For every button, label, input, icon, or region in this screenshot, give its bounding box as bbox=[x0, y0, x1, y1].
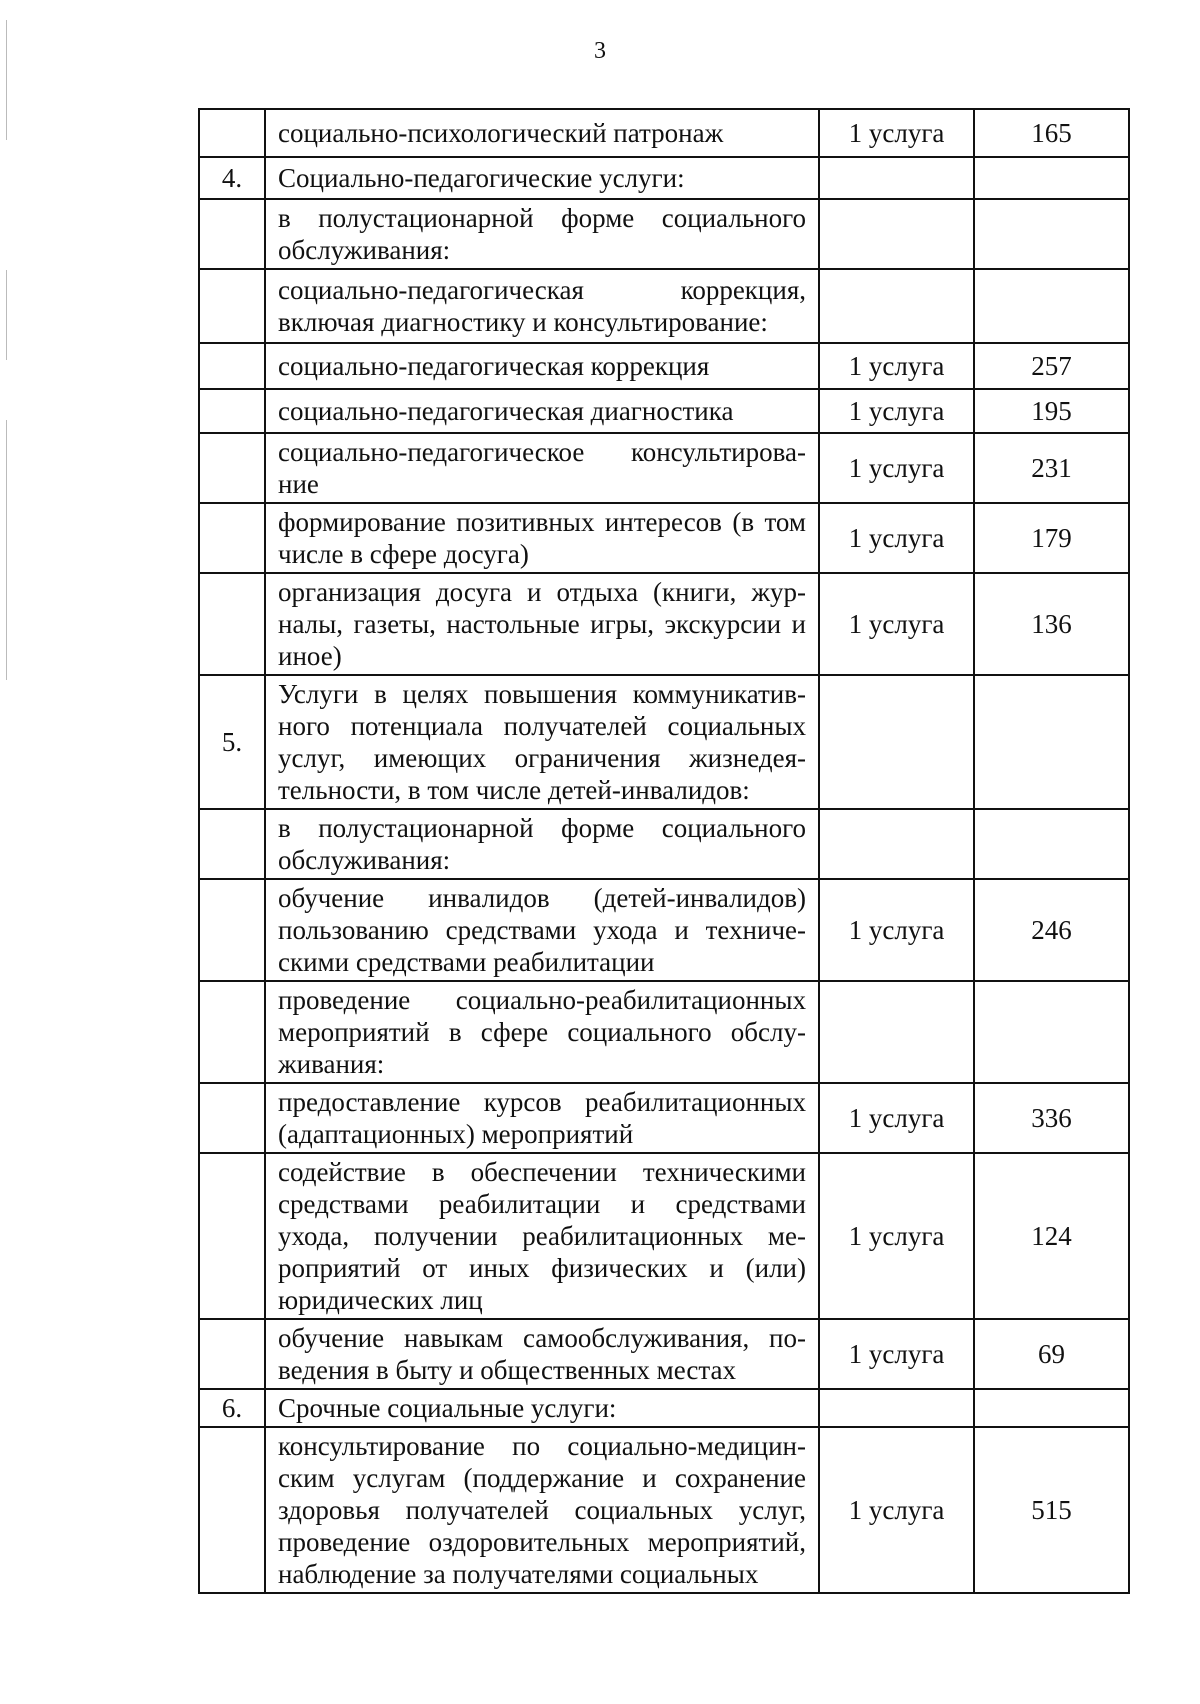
row-number bbox=[199, 1083, 265, 1153]
service-name: Социально-педагогические услуги: bbox=[265, 157, 819, 199]
service-name: социально-психологический патронаж bbox=[265, 109, 819, 157]
service-unit: 1 услуга bbox=[819, 573, 974, 675]
table-row bbox=[199, 981, 1129, 1083]
service-unit: 1 услуга bbox=[819, 1319, 974, 1389]
service-price: 195 bbox=[974, 389, 1129, 433]
service-unit bbox=[819, 199, 974, 269]
service-unit bbox=[819, 157, 974, 199]
row-number bbox=[199, 573, 265, 675]
row-number bbox=[199, 503, 265, 573]
service-unit: 1 услуга bbox=[819, 879, 974, 981]
service-price bbox=[974, 1389, 1129, 1427]
service-name: формирование позитивных интересов (в том числе в сфере досуга) bbox=[265, 503, 819, 573]
service-unit: 1 услуга bbox=[819, 503, 974, 573]
table-row bbox=[199, 1083, 1129, 1153]
table-row bbox=[199, 199, 1129, 269]
service-price: 69 bbox=[974, 1319, 1129, 1389]
service-name: социально-педагогическая коррекция, включая диагностику и консультирование: bbox=[265, 269, 819, 343]
service-name: предоставление курсов реабилитационных (адаптационных) мероприятий bbox=[265, 1083, 819, 1153]
service-price bbox=[974, 981, 1129, 1083]
table-row bbox=[199, 879, 1129, 981]
service-price bbox=[974, 809, 1129, 879]
table-row bbox=[199, 1427, 1129, 1593]
services-price-table bbox=[198, 108, 1130, 1594]
service-unit bbox=[819, 675, 974, 809]
service-price: 165 bbox=[974, 109, 1129, 157]
service-price: 136 bbox=[974, 573, 1129, 675]
table-row bbox=[199, 109, 1129, 157]
scan-edge-mark bbox=[6, 270, 7, 360]
row-number bbox=[199, 1153, 265, 1319]
table-row bbox=[199, 503, 1129, 573]
row-number bbox=[199, 433, 265, 503]
row-number bbox=[199, 981, 265, 1083]
service-name: Услуги в целях повышения коммуникатив-ного потенциала получателей социальных услуг, имеющих ограничения жизнедея-тельности, в том числе детей-инвалидов: bbox=[265, 675, 819, 809]
service-price: 246 bbox=[974, 879, 1129, 981]
service-name: содействие в обеспечении техническими средствами реабилитации и средствами ухода, получении реабилитационных ме-роприятий от иных физических и (или) юридических лиц bbox=[265, 1153, 819, 1319]
service-unit bbox=[819, 809, 974, 879]
service-price bbox=[974, 157, 1129, 199]
service-price bbox=[974, 269, 1129, 343]
service-name: обучение навыкам самообслуживания, по-ведения в быту и общественных местах bbox=[265, 1319, 819, 1389]
row-number bbox=[199, 1319, 265, 1389]
table-row bbox=[199, 1389, 1129, 1427]
service-name: проведение социально-реабилитационных мероприятий в сфере социального обслу-живания: bbox=[265, 981, 819, 1083]
table-row bbox=[199, 269, 1129, 343]
service-price bbox=[974, 675, 1129, 809]
row-number: 4. bbox=[199, 157, 265, 199]
table-row bbox=[199, 675, 1129, 809]
row-number bbox=[199, 879, 265, 981]
service-name: Срочные социальные услуги: bbox=[265, 1389, 819, 1427]
service-name: консультирование по социально-медицин-ским услугам (поддержание и сохранение здоровья получателей социальных услуг, проведение оздоровительных мероприятий, наблюдение за получателями социальных bbox=[265, 1427, 819, 1593]
table-row bbox=[199, 809, 1129, 879]
service-name: в полустационарной форме социального обслуживания: bbox=[265, 199, 819, 269]
service-unit: 1 услуга bbox=[819, 1153, 974, 1319]
row-number bbox=[199, 109, 265, 157]
table-row bbox=[199, 157, 1129, 199]
service-price bbox=[974, 199, 1129, 269]
service-unit: 1 услуга bbox=[819, 343, 974, 389]
service-unit bbox=[819, 269, 974, 343]
service-price: 336 bbox=[974, 1083, 1129, 1153]
table-row bbox=[199, 433, 1129, 503]
scan-edge-mark bbox=[6, 20, 7, 140]
service-name: обучение инвалидов (детей-инвалидов) пользованию средствами ухода и техниче-скими средствами реабилитации bbox=[265, 879, 819, 981]
row-number: 6. bbox=[199, 1389, 265, 1427]
service-name: в полустационарной форме социального обслуживания: bbox=[265, 809, 819, 879]
service-unit: 1 услуга bbox=[819, 433, 974, 503]
service-name: социально-педагогическая коррекция bbox=[265, 343, 819, 389]
service-name: организация досуга и отдыха (книги, жур-налы, газеты, настольные игры, экскурсии и иное) bbox=[265, 573, 819, 675]
row-number bbox=[199, 269, 265, 343]
service-unit bbox=[819, 981, 974, 1083]
service-unit bbox=[819, 1389, 974, 1427]
service-price: 515 bbox=[974, 1427, 1129, 1593]
row-number bbox=[199, 1427, 265, 1593]
row-number bbox=[199, 389, 265, 433]
service-price: 257 bbox=[974, 343, 1129, 389]
table-row bbox=[199, 343, 1129, 389]
table-row bbox=[199, 389, 1129, 433]
row-number bbox=[199, 199, 265, 269]
service-name: социально-педагогическая диагностика bbox=[265, 389, 819, 433]
table-row bbox=[199, 1319, 1129, 1389]
scan-edge-mark bbox=[6, 420, 7, 680]
table-row bbox=[199, 573, 1129, 675]
service-unit: 1 услуга bbox=[819, 1083, 974, 1153]
row-number: 5. bbox=[199, 675, 265, 809]
service-name: социально-педагогическое консультирова-ние bbox=[265, 433, 819, 503]
service-price: 179 bbox=[974, 503, 1129, 573]
page-number: 3 bbox=[594, 38, 606, 64]
service-price: 124 bbox=[974, 1153, 1129, 1319]
service-unit: 1 услуга bbox=[819, 1427, 974, 1593]
service-unit: 1 услуга bbox=[819, 109, 974, 157]
row-number bbox=[199, 809, 265, 879]
service-price: 231 bbox=[974, 433, 1129, 503]
service-unit: 1 услуга bbox=[819, 389, 974, 433]
row-number bbox=[199, 343, 265, 389]
table-row bbox=[199, 1153, 1129, 1319]
